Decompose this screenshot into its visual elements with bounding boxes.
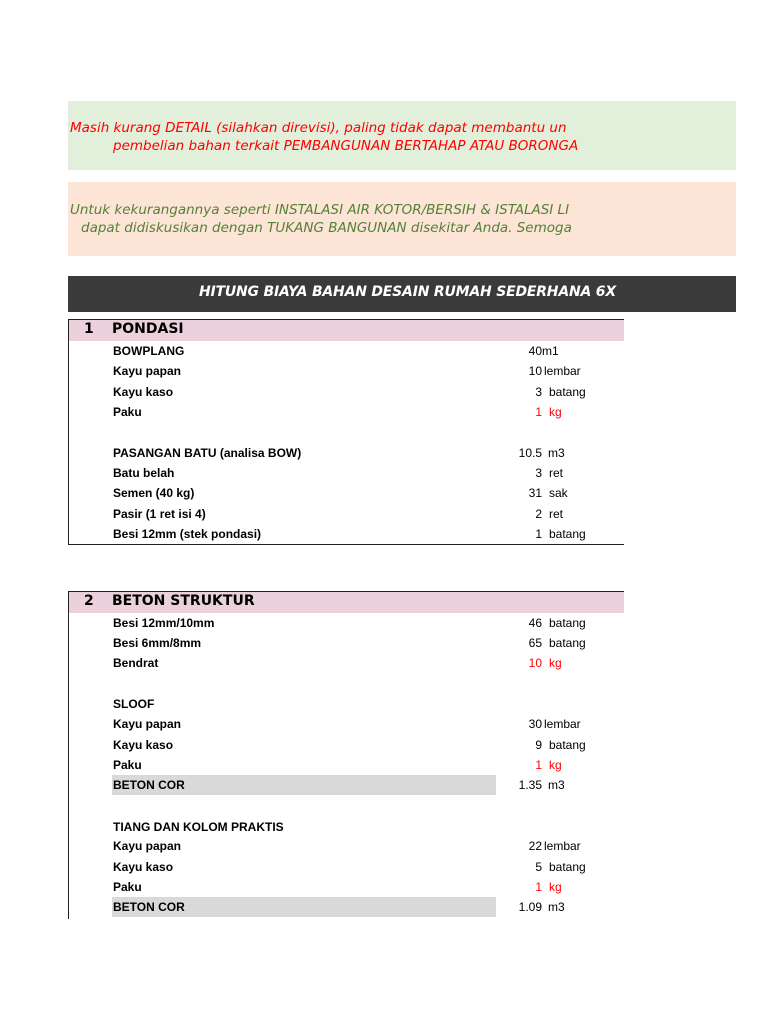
item-unit: batang [549,616,586,630]
table-row [112,877,624,897]
item-label: Semen (40 kg) [113,486,195,500]
item-qty: 3 [535,466,542,480]
item-qty: 65 [528,636,542,650]
table-row [112,463,624,483]
item-unit: batang [549,527,586,541]
sheet-title-bar [68,276,736,312]
item-label: PASANGAN BATU (analisa BOW) [113,446,302,460]
table-row [112,382,624,402]
item-label: Kayu papan [113,717,182,731]
item-unit: lembar [544,717,581,731]
item-unit: batang [549,738,586,752]
item-label: Pasir (1 ret isi 4) [113,507,206,521]
table-row [112,613,624,633]
item-qty: 1 [535,527,542,541]
section-beton-struktur [68,591,624,921]
item-unit: m3 [548,900,565,914]
section-number: 2 [84,593,94,609]
installation-note-line-2: dapat didiskusikan dengan TUKANG BANGUNAN disekitar Anda. Semoga [81,220,572,236]
item-qty: 46 [528,616,542,630]
table-row [112,524,624,544]
item-unit: kg [549,656,562,670]
table-row [112,755,624,775]
item-label: Kayu kaso [113,738,174,752]
item-label: BETON COR [112,897,496,917]
section-header [68,591,624,613]
item-qty: 10 [528,364,542,378]
table-left-border [68,319,69,544]
table-row [112,402,624,422]
item-qty: 1.09 [518,900,542,914]
item-qty: 1 [535,880,542,894]
item-unit: lembar [544,839,581,853]
item-qty: 1 [535,405,542,419]
item-label: Paku [113,405,142,419]
table-row [112,735,624,755]
section-title: BETON STRUKTUR [112,593,255,609]
item-label: Bendrat [113,656,159,670]
item-label: Paku [113,758,142,772]
table-row [112,817,624,837]
item-unit: sak [549,486,568,500]
table-row [112,483,624,503]
table-row [112,341,624,361]
revision-note-banner [68,101,736,170]
item-qty: 5 [535,860,542,874]
installation-note-line-1: Untuk kekurangannya seperti INSTALASI AIR KOTOR/BERSIH & ISTALASI LI [70,202,570,218]
table-row [112,714,624,734]
item-label: TIANG DAN KOLOM PRAKTIS [113,820,284,834]
table-row [112,694,624,714]
section-number: 1 [84,321,94,337]
sheet-title: HITUNG BIAYA BAHAN DESAIN RUMAH SEDERHANA 6X [199,284,616,300]
item-unit: kg [549,758,562,772]
item-label: Kayu papan [113,364,182,378]
item-qty: 9 [535,738,542,752]
item-qty: 31 [528,486,542,500]
table-row [112,775,624,795]
item-qty: 30 [528,717,542,731]
item-qty: 40 [528,344,542,358]
table-row [112,653,624,673]
item-unit: m3 [548,446,565,460]
table-row [112,857,624,877]
table-row [112,836,624,856]
installation-note-banner [68,182,736,256]
item-label: BETON COR [112,775,496,795]
table-row [112,504,624,524]
item-qty: 2 [535,507,542,521]
item-qty: 22 [528,839,542,853]
item-unit: lembar [544,364,581,378]
item-label: Besi 12mm/10mm [113,616,215,630]
table-row [112,897,624,917]
item-label: BOWPLANG [113,344,185,358]
item-qty: 10 [528,656,542,670]
section-header [68,319,624,341]
item-unit: m1 [542,344,559,358]
table-row [112,361,624,381]
item-label: Batu belah [113,466,175,480]
item-unit: ret [549,466,564,480]
item-unit: m3 [548,778,565,792]
table-left-border [68,591,69,919]
item-qty: 10.5 [518,446,542,460]
section-title: PONDASI [112,321,184,337]
table-row [112,633,624,653]
item-unit: batang [549,860,586,874]
item-label: SLOOF [113,697,155,711]
item-label: Kayu papan [113,839,182,853]
item-qty: 1.35 [518,778,542,792]
item-unit: kg [549,880,562,894]
revision-note-line-1: Masih kurang DETAIL (silahkan direvisi), paling tidak dapat membantu un [70,120,567,136]
item-unit: ret [549,507,564,521]
item-label: Kayu kaso [113,860,174,874]
table-bottom-border [68,544,624,545]
section-pondasi [68,319,624,545]
item-label: Besi 12mm (stek pondasi) [113,527,262,541]
item-label: Kayu kaso [113,385,174,399]
item-label: Besi 6mm/8mm [113,636,202,650]
item-qty: 3 [535,385,542,399]
item-unit: batang [549,636,586,650]
item-unit: batang [549,385,586,399]
item-qty: 1 [535,758,542,772]
item-label: Paku [113,880,142,894]
table-row [112,443,624,463]
revision-note-line-2: pembelian bahan terkait PEMBANGUNAN BERTAHAP ATAU BORONGA [113,138,579,154]
item-unit: kg [549,405,562,419]
